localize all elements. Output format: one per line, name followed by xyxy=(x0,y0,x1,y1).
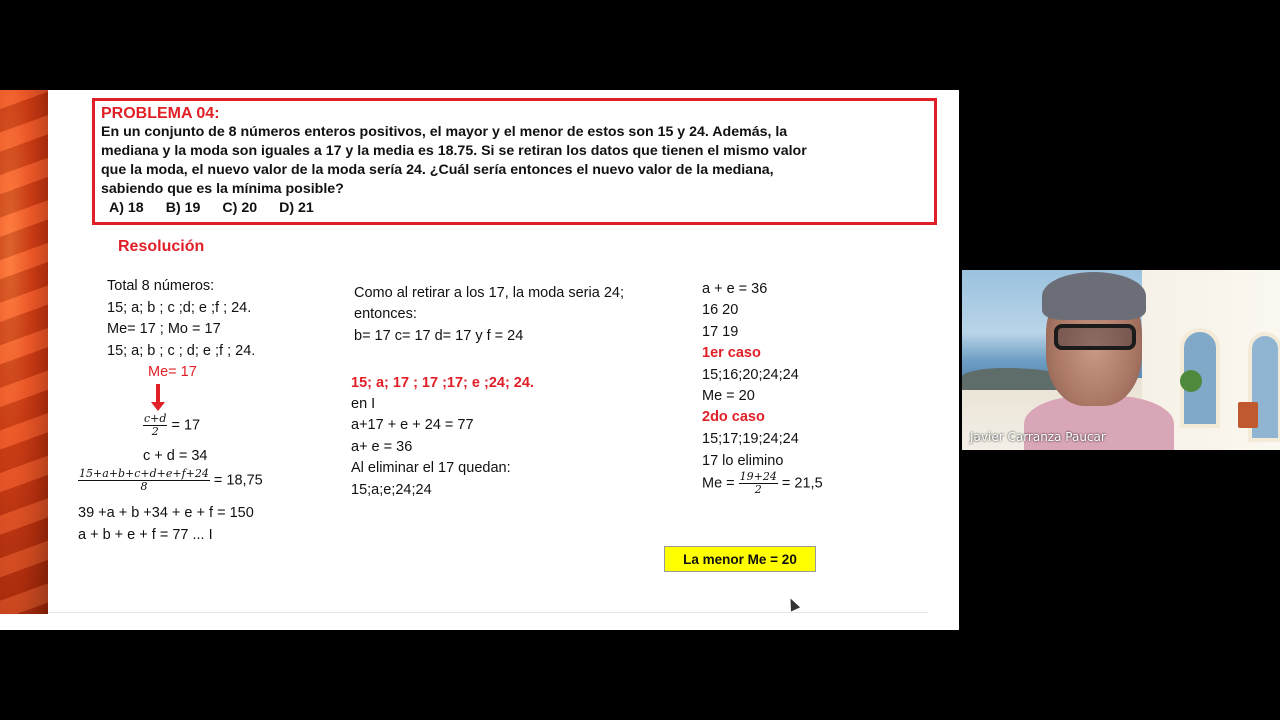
problem-line-1: En un conjunto de 8 números enteros positivos, el mayor y el menor de estos son 15 y 24. Además, la xyxy=(101,124,788,140)
resolution-title: Resolución xyxy=(118,238,205,255)
fraction-denominator: 8 xyxy=(140,480,148,493)
col3-line-6: Me = 20 xyxy=(702,388,755,404)
problem-box xyxy=(92,98,937,225)
problem-line-3: que la moda, el nuevo valor de la moda sería 24. ¿Cuál sería entonces el nuevo valor de la mediana, xyxy=(101,162,774,178)
col3-line-8: 15;17;19;24;24 xyxy=(702,431,799,447)
fraction-result: = 17 xyxy=(167,417,201,434)
background-plant xyxy=(1180,370,1202,392)
participant-figure xyxy=(1034,276,1154,450)
col2-line-9: 15;a;e;24;24 xyxy=(351,482,432,498)
col1-line-3: Me= 17 ; Mo = 17 xyxy=(107,321,221,337)
problem-title: PROBLEMA 04: xyxy=(101,105,220,122)
problem-line-4: sabiendo que es la mínima posible? xyxy=(101,181,344,197)
fraction-numerator: 15+a+b+c+d+e+f+24 xyxy=(79,467,209,480)
col3-line-5: 15;16;20;24;24 xyxy=(702,367,799,383)
problem-line-2: mediana y la moda son iguales a 17 y la media es 18.75. Si se retiran los datos que tienen el mismo valor xyxy=(101,143,807,159)
col2-line-7: a+ e = 36 xyxy=(351,439,413,455)
col1-line-7: 39 +a + b +34 + e + f = 150 xyxy=(78,505,254,521)
col2-line-1: Como al retirar a los 17, la moda seria 24; xyxy=(354,285,624,301)
col3-line-2: 16 20 xyxy=(702,302,739,318)
col1-line-8: a + b + e + f = 77 ... I xyxy=(78,527,213,543)
presentation-slide xyxy=(0,90,959,630)
down-arrow-icon xyxy=(156,384,160,406)
option-b: B) 19 xyxy=(165,200,201,216)
col2-line-4: 15; a; 17 ; 17 ;17; e ;24; 24. xyxy=(351,375,534,391)
col3-line-3: 17 19 xyxy=(702,324,739,340)
col1-line-6: c + d = 34 xyxy=(143,448,208,464)
answer-options xyxy=(109,199,928,218)
fraction xyxy=(78,468,210,493)
col1-median-label: Me= 17 xyxy=(148,364,197,380)
col3-case-1-label: 1er caso xyxy=(702,345,761,361)
col2-line-8: Al eliminar el 17 quedan: xyxy=(351,460,511,476)
participant-video-tile[interactable] xyxy=(962,270,1280,450)
col2-line-3: b= 17 c= 17 d= 17 y f = 24 xyxy=(354,328,524,344)
fraction-numerator: c+d xyxy=(144,412,167,425)
option-a: A) 18 xyxy=(109,200,144,216)
fraction-result: = 21,5 xyxy=(777,475,823,492)
col3-case-2-label: 2do caso xyxy=(702,409,765,425)
median-label: Me = xyxy=(702,475,739,492)
col1-fraction-cd xyxy=(143,413,200,438)
slide-decoration xyxy=(0,90,48,614)
option-d: D) 21 xyxy=(279,200,314,216)
col1-line-4: 15; a; b ; c ; d; e ;f ; 24. xyxy=(107,343,256,359)
col1-line-1: Total 8 números: xyxy=(107,278,215,294)
participant-name: Javier Carranza Paucar xyxy=(970,430,1106,444)
fraction-result: = 18,75 xyxy=(209,472,263,489)
option-c: C) 20 xyxy=(222,200,258,216)
col3-fraction-median xyxy=(702,471,823,496)
col2-line-6: a+17 + e + 24 = 77 xyxy=(351,417,474,433)
background-pot xyxy=(1238,402,1258,428)
fraction-denominator: 2 xyxy=(754,483,762,496)
slide-divider xyxy=(48,612,928,613)
col3-line-1: a + e = 36 xyxy=(702,281,768,297)
participant-glasses xyxy=(1054,324,1136,350)
fraction xyxy=(739,471,778,496)
col2-line-2: entonces: xyxy=(354,306,417,322)
answer-highlight-box: La menor Me = 20 xyxy=(664,546,816,572)
fraction-numerator: 19+24 xyxy=(739,470,777,483)
fraction xyxy=(143,413,167,438)
fraction-denominator: 2 xyxy=(151,425,159,438)
col3-line-9: 17 lo elimino xyxy=(702,453,784,469)
col1-fraction-mean xyxy=(78,468,263,493)
col2-line-5: en I xyxy=(351,396,376,412)
col1-line-2: 15; a; b ; c ;d; e ;f ; 24. xyxy=(107,300,252,316)
participant-hair xyxy=(1042,272,1146,320)
